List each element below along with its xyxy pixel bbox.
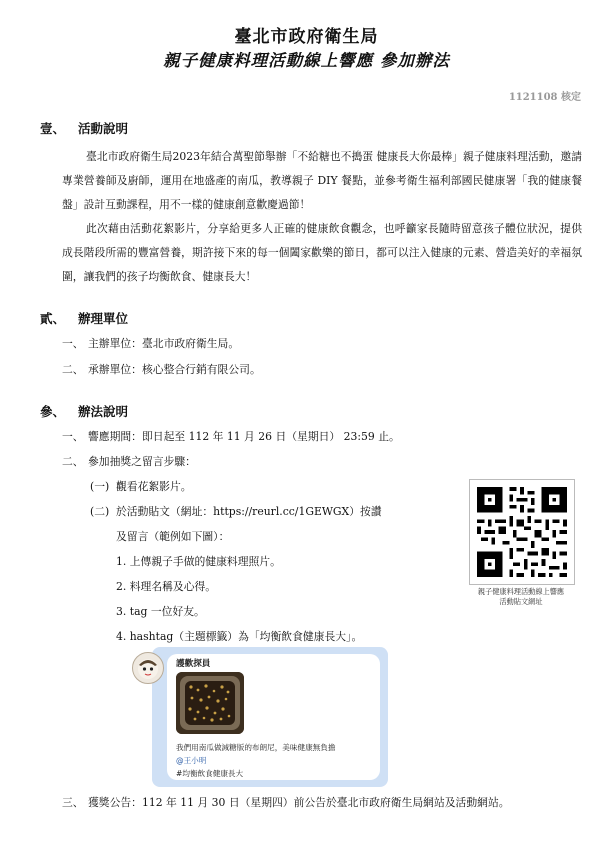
substep-watch-video	[90, 479, 192, 494]
qr-caption-line1: 親子健康料理活動線上響應	[477, 587, 565, 596]
item-text: 獲獎公告：112 年 11 月 30 日（星期四）前公告於臺北市政府衛生局網站及活動網站。	[88, 796, 510, 809]
post-username: 護歡探員	[176, 659, 211, 669]
item-number: 三、	[62, 796, 84, 809]
item-number: 一、	[62, 337, 84, 350]
step-tag-friend: 3. tag 一位好友。	[116, 605, 205, 618]
item-number: 二、	[62, 455, 84, 468]
section1-heading	[40, 119, 128, 137]
title-activity: 親子健康料理活動線上響應 參加辦法	[163, 51, 450, 70]
section3-number: 參、	[40, 404, 66, 419]
step-dish-name: 2. 料理名稱及心得。	[116, 580, 217, 593]
section2-item-organizer	[62, 336, 239, 351]
section3-item-announcement	[62, 795, 510, 810]
item-text: 參加抽獎之留言步驟：	[88, 455, 196, 468]
section2-number: 貳、	[40, 311, 66, 326]
post-comment: 我們用南瓜做減糖版的布朗尼，美味健康無負擔	[176, 743, 336, 752]
section1-title: 活動說明	[78, 121, 129, 136]
section1-paragraph2: 此次藉由活動花絮影片，分享給更多人正確的健康飲食觀念，也呼籲家長隨時留意孩子體位狀況，提供成長階段所需的豐富營養，期許接下來的每一個闔家歡樂的節日，都可以注入健康的元素、營造美好的幸福氛圍，讓我們的孩子均衡飲食、健康長大！	[62, 222, 582, 283]
qr-caption-line2: 活動貼文網址	[499, 597, 543, 606]
section3-heading	[40, 402, 128, 420]
step-upload-photo: 1. 上傳親子手做的健康料理照片。	[116, 555, 281, 568]
title-agency: 臺北市政府衛生局	[234, 27, 379, 47]
qr-caption	[462, 587, 580, 607]
section3-title: 辦法說明	[78, 404, 129, 419]
post-tag[interactable]: @王小明	[176, 756, 207, 765]
section2-item-contractor	[62, 362, 261, 377]
substep-number: (一)	[90, 480, 110, 493]
section3-item-steps	[62, 454, 196, 469]
substep-text: 觀看花絮影片。	[116, 480, 192, 493]
qr-code[interactable]	[469, 479, 575, 585]
avatar	[132, 652, 164, 684]
item-text: 承辦單位：核心整合行銷有限公司。	[88, 363, 261, 376]
substep-like-comment-cont: 及留言（範例如下圖）：	[116, 530, 230, 543]
substep-text[interactable]: 於活動貼文（網址：https://reurl.cc/1GEWGX）按讚	[116, 505, 382, 518]
post-hashtag[interactable]: #均衡飲食健康長大	[176, 769, 244, 778]
section3-item-period	[62, 429, 400, 444]
document-id: 1121108 核定	[508, 92, 581, 103]
item-number: 二、	[62, 363, 84, 376]
section1-number: 壹、	[40, 121, 66, 136]
mascot-avatar-icon	[133, 653, 163, 683]
brownie-photo	[176, 672, 244, 734]
step-hashtag: 4. hashtag（主題標籤）為「均衡飲食健康長大」。	[116, 630, 363, 643]
section2-title: 辦理單位	[78, 311, 129, 326]
section2-heading	[40, 309, 128, 327]
substep-number: (二)	[90, 505, 110, 518]
section1-paragraph1: 臺北市政府衛生局2023年結合萬聖節舉辦「不給糖也不搗蛋 健康長大你最棒」親子健康料理活動，邀請專業營養師及廚師，運用在地盛產的南瓜，教導親子 DIY 餐點，並參考衛生福利部國民健康署「我的健康餐盤」設計互動課程，用不一樣的健康創意歡慶過節！	[62, 150, 582, 211]
substep-like-comment	[90, 504, 382, 519]
item-number: 一、	[62, 430, 84, 443]
qr-code-icon	[470, 480, 574, 584]
item-text: 主辦單位：臺北市政府衛生局。	[88, 337, 240, 350]
item-text: 響應期間：即日起至 112 年 11 月 26 日（星期日） 23:59 止。	[88, 430, 400, 443]
brownie-image-icon	[176, 672, 244, 734]
